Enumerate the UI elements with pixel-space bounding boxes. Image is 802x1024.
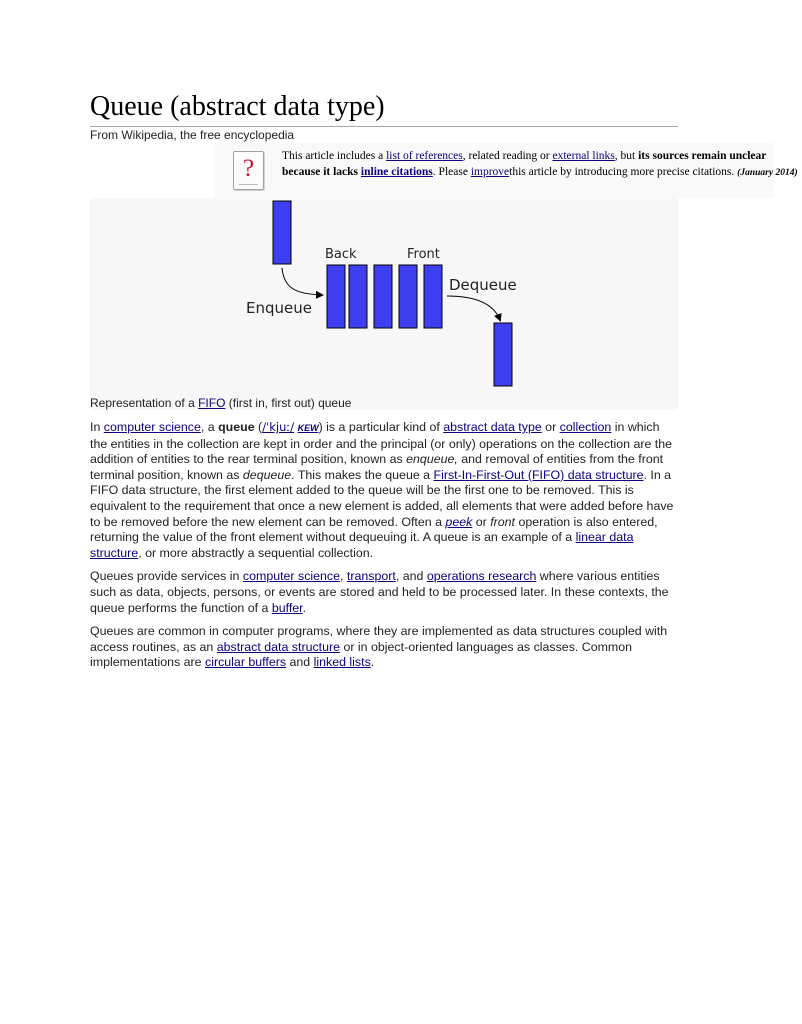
figure-caption <box>90 396 351 410</box>
term-front: front <box>490 514 515 529</box>
paragraph-services <box>90 569 680 616</box>
paragraph-text: ) is a particular kind of <box>318 420 444 434</box>
paragraph-text: Queues are common in computer programs, where they are implemented as data structures coupled with access routines, as an <box>90 624 668 654</box>
paragraph-text: . This makes the queue a <box>291 467 434 482</box>
paragraph-text: where various entities such as data, objects, persons, or events are stored and held to be processed later. In these contexts, the queue performs the function of a <box>90 569 669 615</box>
queue-diagram-svg <box>90 198 678 410</box>
label-back: Back <box>325 247 357 262</box>
circular-buffers-link[interactable]: circular buffers <box>205 655 287 670</box>
citation-notice-text <box>282 149 802 181</box>
paragraph-text: , and <box>395 569 427 584</box>
notice-text: . Please <box>432 165 471 178</box>
paragraph-text: In <box>90 420 104 434</box>
queue-diagram <box>90 198 678 410</box>
question-mark-icon: ? <box>233 151 264 190</box>
paragraph-text: , a <box>200 420 219 434</box>
computer-science-link[interactable]: computer science <box>103 420 201 434</box>
label-dequeue: Dequeue <box>449 276 517 294</box>
incoming-element <box>273 201 291 264</box>
queue-element <box>349 265 367 328</box>
term-dequeue: dequeue <box>242 467 292 482</box>
notice-text: This article includes a <box>282 150 387 162</box>
fifo-data-structure-link[interactable]: First-In-First-Out (FIFO) data structure <box>433 467 644 482</box>
caption-text: (first in, first out) queue <box>225 396 352 410</box>
paragraph-text: and removal of entities from the front terminal position, known as <box>90 452 664 482</box>
queue-element <box>327 265 345 328</box>
paragraph-text: and <box>286 655 314 670</box>
page-title: Queue (abstract data type) <box>90 88 678 127</box>
term-enqueue: enqueue, <box>406 452 458 467</box>
queue-element <box>374 265 392 328</box>
paragraph-text: in which the entities in the collection are kept in order and the principal (or only) operations on the collection are the addition of entities to the rear terminal position, known as <box>90 420 673 467</box>
paragraph-text: . <box>370 655 375 670</box>
paragraph-text: operation is also entered, returning the value of the front element without dequeuing it. A queue is an example of a <box>90 514 658 545</box>
paragraph-text: or <box>541 420 560 434</box>
paragraph-text: . In a FIFO data structure, the first element added to the queue will be the first one to be removed. This is equivalent to the requirement that once a new element is added, all elements that were added before have to be removed before the new element can be removed. Often a <box>90 467 674 529</box>
inline-citations-link[interactable]: inline citations <box>360 165 433 178</box>
transport-link[interactable]: transport <box>346 569 396 584</box>
collection-link[interactable]: collection <box>559 420 612 434</box>
notice-text: this article by introducing more precise citations. <box>509 165 738 178</box>
citation-notice <box>214 143 798 198</box>
term-queue: queue <box>218 420 255 434</box>
outgoing-element <box>494 323 512 386</box>
paragraph-implementations <box>90 624 680 671</box>
notice-bold-text: its sources remain unclear because it lacks <box>282 150 767 178</box>
abstract-data-structure-link[interactable]: abstract data structure <box>216 639 341 654</box>
paragraph-intro <box>90 420 680 561</box>
paragraph-text: ( <box>254 420 263 434</box>
paragraph-text: or <box>472 514 491 529</box>
label-enqueue: Enqueue <box>246 299 312 317</box>
paragraph-text: , <box>340 569 347 584</box>
improve-link[interactable]: improve <box>470 165 510 178</box>
computer-science-link-2[interactable]: computer science <box>242 569 341 584</box>
linear-data-structure-link[interactable]: linear data structure <box>90 530 634 560</box>
peek-link[interactable]: peek <box>445 514 473 529</box>
notice-text: , but <box>614 150 639 162</box>
linked-lists-link[interactable]: linked lists <box>313 655 371 670</box>
paragraph-text: , or more abstractly a sequential collection. <box>138 545 374 560</box>
paragraph-text: . <box>302 600 307 615</box>
article-body <box>90 420 680 679</box>
caption-text: Representation of a <box>90 396 199 410</box>
dequeue-arrow <box>447 296 500 320</box>
queue-element <box>424 265 442 328</box>
enqueue-arrow <box>282 268 322 295</box>
label-front: Front <box>407 247 440 262</box>
respelling-link[interactable]: KEW <box>297 423 319 433</box>
paragraph-text: Queues provide services in <box>90 569 243 584</box>
queue-element <box>399 265 417 328</box>
pronunciation-link[interactable]: /ˈkjuː/ <box>262 420 295 434</box>
site-tagline: From Wikipedia, the free encyclopedia <box>90 128 295 142</box>
external-links-link[interactable]: external links <box>552 150 615 162</box>
operations-research-link[interactable]: operations research <box>426 569 537 584</box>
paragraph-text: or in object-oriented languages as classes. Common implementations are <box>90 639 633 670</box>
list-of-references-link[interactable]: list of references <box>386 150 463 162</box>
fifo-link[interactable]: FIFO <box>198 396 226 410</box>
abstract-data-type-link[interactable]: abstract data type <box>443 420 542 434</box>
notice-date: (January 2014) <box>737 167 798 178</box>
notice-text: , related reading or <box>462 150 553 162</box>
buffer-link[interactable]: buffer <box>271 600 303 615</box>
